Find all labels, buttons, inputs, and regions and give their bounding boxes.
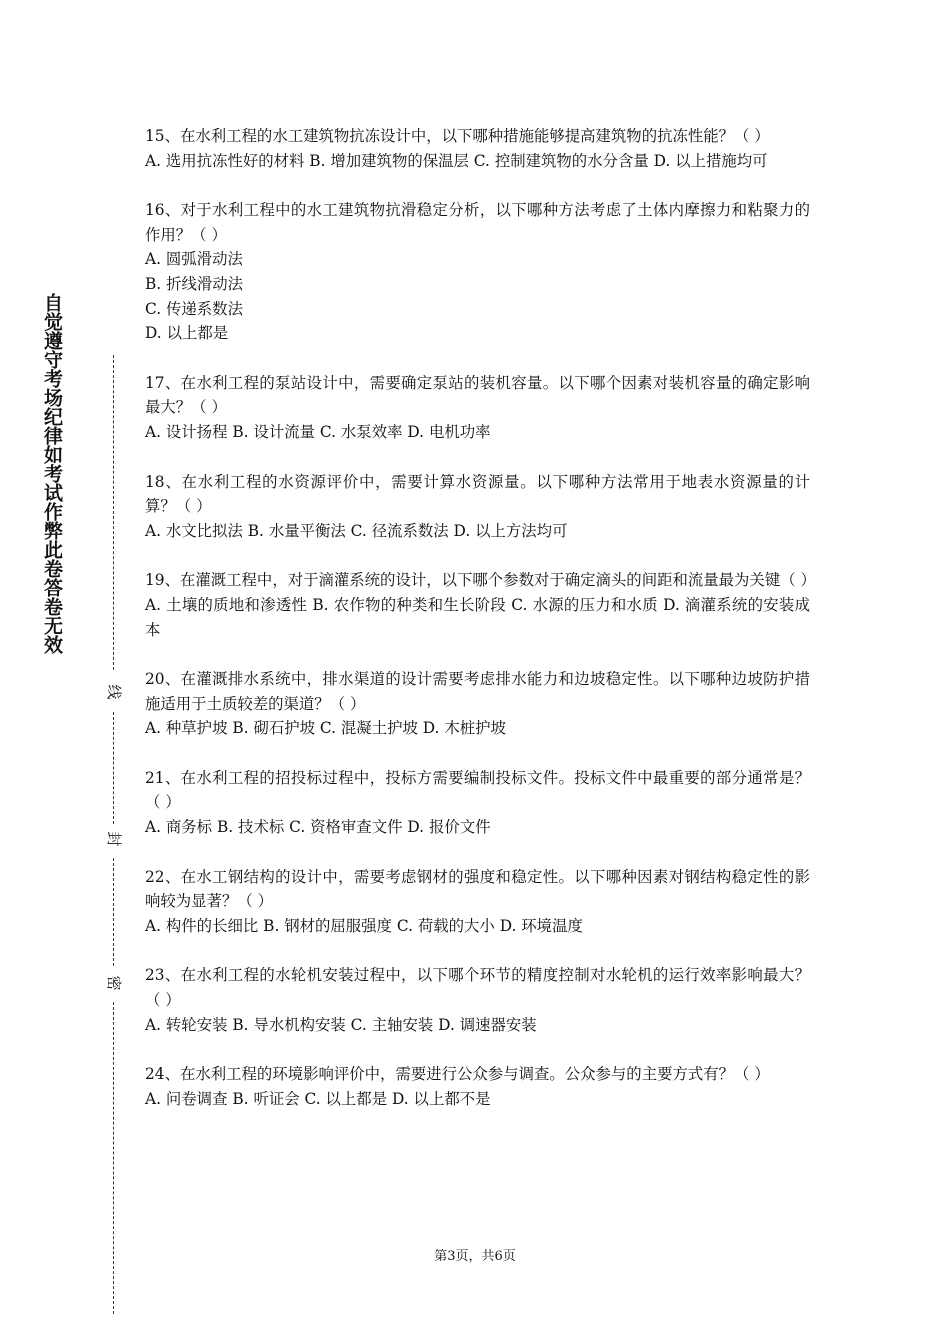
- question-24: [145, 1062, 810, 1111]
- question-option: A. 构件的长细比 B. 钢材的屈服强度 C. 荷载的大小 D. 环境温度: [145, 916, 583, 935]
- exam-discipline-notice: 自觉遵守考场纪律如考试作弊此卷答卷无效: [41, 293, 63, 654]
- binding-line-segment: [113, 858, 114, 966]
- question-option: A. 选用抗冻性好的材料 B. 增加建筑物的保温层 C. 控制建筑物的水分含量 D. 以上措施均可: [145, 151, 768, 170]
- question-stem: 19、在灌溉工程中，对于滴灌系统的设计，以下哪个参数对于确定滴头的间距和流量最为关键（ ）: [145, 571, 816, 590]
- question-19: [145, 568, 816, 642]
- question-option: D. 以上都是: [145, 324, 229, 343]
- binding-line-segment: [113, 1002, 114, 1314]
- question-stem: 15、在水利工程的水工建筑物抗冻设计中，以下哪种措施能够提高建筑物的抗冻性能？（ ）: [145, 127, 770, 145]
- question-list: [145, 124, 816, 1136]
- question-stem: 16、对于水利工程中的水工建筑物抗滑稳定分析，以下哪种方法考虑了土体内摩擦力和粘聚力的作用？（ ）: [145, 201, 810, 244]
- question-stem: 24、在水利工程的环境影响评价中，需要进行公众参与调查。公众参与的主要方式有？（ ）: [145, 1065, 770, 1084]
- question-option: B. 折线滑动法: [145, 274, 244, 293]
- question-option: C. 传递系数法: [145, 299, 243, 318]
- question-16: [145, 198, 810, 346]
- page-number: 第3页，共6页: [434, 1249, 516, 1264]
- binding-seal-label: 封: [105, 829, 123, 849]
- question-option: A. 圆弧滑动法: [145, 250, 243, 269]
- question-stem: 22、在水工钢结构的设计中，需要考虑钢材的强度和稳定性。以下哪种因素对钢结构稳定性的影响较为显著？（ ）: [145, 867, 810, 911]
- question-15: [145, 124, 810, 173]
- question-option: A. 水文比拟法 B. 水量平衡法 C. 径流系数法 D. 以上方法均可: [145, 521, 568, 540]
- binding-line-segment: [113, 712, 114, 824]
- question-17: [145, 371, 810, 445]
- question-18: [145, 470, 810, 544]
- question-option: A. 商务标 B. 技术标 C. 资格审查文件 D. 报价文件: [145, 818, 491, 837]
- binding-secret-label: 密: [105, 973, 123, 993]
- question-20: [145, 667, 810, 741]
- question-23: [145, 963, 810, 1037]
- question-option: A. 设计扬程 B. 设计流量 C. 水泵效率 D. 电机功率: [145, 422, 491, 441]
- question-stem: 23、在水利工程的水轮机安装过程中，以下哪个环节的精度控制对水轮机的运行效率影响最大？（ ）: [145, 966, 810, 1010]
- question-stem: 17、在水利工程的泵站设计中，需要确定泵站的装机容量。以下哪个因素对装机容量的确定影响最大？（ ）: [145, 373, 810, 417]
- question-stem: 18、在水利工程的水资源评价中，需要计算水资源量。以下哪种方法常用于地表水资源量的计算？（ ）: [145, 472, 810, 516]
- binding-line-segment: [113, 355, 114, 670]
- question-stem: 20、在灌溉排水系统中，排水渠道的设计需要考虑排水能力和边坡稳定性。以下哪种边坡防护措施适用于土质较差的渠道？（ ）: [145, 670, 810, 713]
- question-stem: 21、在水利工程的招投标过程中，投标方需要编制投标文件。投标文件中最重要的部分通常是？（ ）: [145, 768, 810, 812]
- binding-line-label: 线: [105, 682, 123, 702]
- question-option: A. 种草护坡 B. 砌石护坡 C. 混凝土护坡 D. 木桩护坡: [145, 719, 506, 738]
- question-option: A. 土壤的质地和渗透性 B. 农作物的种类和生长阶段 C. 水源的压力和水质 D. 滴灌系统的安装成本: [145, 595, 810, 639]
- question-21: [145, 766, 810, 840]
- question-option: A. 问卷调查 B. 听证会 C. 以上都是 D. 以上都不是: [145, 1089, 491, 1108]
- question-22: [145, 865, 810, 939]
- question-option: A. 转轮安装 B. 导水机构安装 C. 主轴安装 D. 调速器安装: [145, 1015, 537, 1034]
